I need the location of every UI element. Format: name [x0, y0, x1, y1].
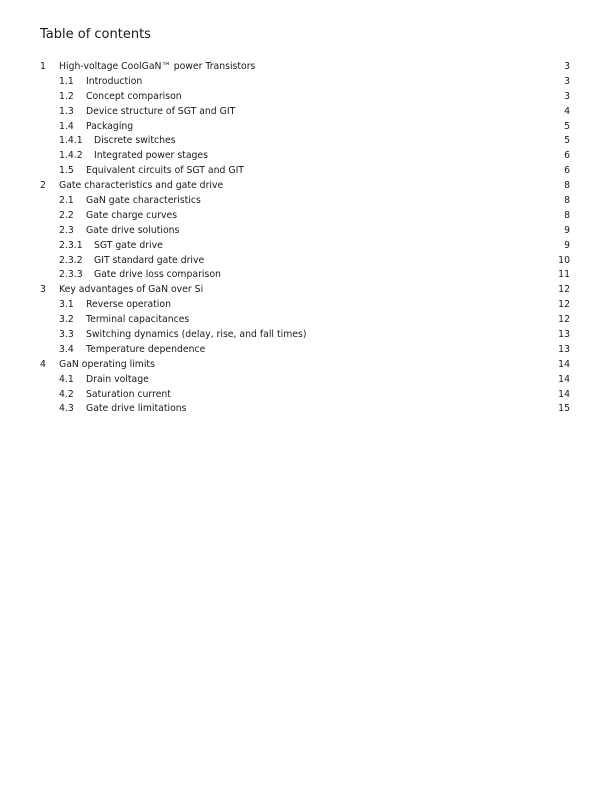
toc-entry-page-number: 15: [558, 403, 570, 415]
toc-entry-title: Packaging: [86, 120, 134, 132]
toc-entry[interactable]: [0, 60, 607, 75]
toc-entry[interactable]: [0, 149, 607, 164]
toc-entry-title: Gate drive limitations: [86, 403, 187, 415]
toc-entry-page-number: 5: [564, 120, 570, 132]
toc-entry-title: Integrated power stages: [94, 150, 208, 162]
toc-entry[interactable]: [0, 298, 607, 313]
toc-entry-page-number: 14: [558, 358, 570, 370]
toc-entry-number: 3.3: [59, 329, 74, 341]
toc-entry[interactable]: [0, 388, 607, 403]
toc-entry-number: 2.3.2: [59, 254, 83, 266]
toc-entry[interactable]: [0, 358, 607, 373]
toc-entry-page-number: 6: [564, 150, 570, 162]
toc-entry[interactable]: [0, 90, 607, 105]
toc-entry-number: 1.4: [59, 120, 74, 132]
toc-entry-title: Introduction: [86, 75, 143, 87]
toc-entry-page-number: 8: [564, 209, 570, 221]
toc-entry-page-number: 5: [564, 135, 570, 147]
toc-title: Table of contents: [40, 27, 151, 42]
toc-entry-page-number: 3: [564, 75, 570, 87]
toc-entry-page-number: 12: [558, 299, 570, 311]
toc-entry-page-number: 11: [558, 269, 570, 281]
toc-entry-number: 3: [40, 284, 46, 296]
toc-entry-page-number: 3: [564, 90, 570, 102]
toc-entry-title: Gate drive solutions: [86, 224, 180, 236]
toc-entry[interactable]: [0, 134, 607, 149]
toc-entry[interactable]: [0, 105, 607, 120]
toc-entry-title: Reverse operation: [86, 299, 171, 311]
toc-entry[interactable]: [0, 224, 607, 239]
toc-entry-number: 1.3: [59, 105, 74, 117]
toc-entry-page-number: 13: [558, 329, 570, 341]
toc-entry[interactable]: [0, 254, 607, 269]
toc-entry-title: Gate drive loss comparison: [94, 269, 221, 281]
toc-entry[interactable]: [0, 268, 607, 283]
toc-list: [0, 60, 607, 417]
toc-entry-page-number: 14: [558, 388, 570, 400]
toc-entry-page-number: 12: [558, 314, 570, 326]
toc-entry-page-number: 8: [564, 180, 570, 192]
toc-entry[interactable]: [0, 402, 607, 417]
toc-entry-title: SGT gate drive: [94, 239, 163, 251]
toc-entry-number: 3.2: [59, 314, 74, 326]
toc-entry-number: 1.4.1: [59, 135, 83, 147]
toc-entry-page-number: 3: [564, 61, 570, 72]
toc-entry[interactable]: [0, 313, 607, 328]
toc-entry[interactable]: [0, 283, 607, 298]
toc-entry-number: 1.2: [59, 90, 74, 102]
toc-entry-number: 2: [40, 180, 46, 192]
toc-entry-page-number: 12: [558, 284, 570, 296]
toc-entry-title: Gate characteristics and gate drive: [59, 180, 224, 192]
toc-entry-title: Terminal capacitances: [86, 314, 190, 326]
toc-entry[interactable]: [0, 194, 607, 209]
toc-entry-number: 4: [40, 358, 46, 370]
toc-entry-number: 1.4.2: [59, 150, 83, 162]
toc-entry[interactable]: [0, 373, 607, 388]
toc-entry-page-number: 10: [558, 254, 570, 266]
toc-entry[interactable]: [0, 239, 607, 254]
toc-entry[interactable]: [0, 328, 607, 343]
toc-entry-number: 2.3: [59, 224, 74, 236]
toc-entry-number: 4.2: [59, 388, 74, 400]
toc-entry-title: High-voltage CoolGaN™ power Transistors: [59, 61, 256, 72]
toc-entry-number: 4.1: [59, 373, 74, 385]
toc-entry-title: Device structure of SGT and GIT: [86, 105, 236, 117]
toc-entry[interactable]: [0, 209, 607, 224]
toc-entry-title: Key advantages of GaN over Si: [59, 284, 204, 296]
toc-entry[interactable]: [0, 75, 607, 90]
toc-entry-number: 3.4: [59, 343, 74, 355]
toc-entry-page-number: 9: [564, 239, 570, 251]
toc-entry-number: 1.1: [59, 75, 74, 87]
toc-entry-page-number: 13: [558, 343, 570, 355]
toc-entry-number: 2.1: [59, 195, 74, 207]
toc-entry-page-number: 14: [558, 373, 570, 385]
toc-entry[interactable]: [0, 164, 607, 179]
toc-entry-title: GaN gate characteristics: [86, 195, 201, 207]
toc-entry-title: Discrete switches: [94, 135, 176, 147]
toc-entry-title: Concept comparison: [86, 90, 182, 102]
toc-entry-page-number: 6: [564, 165, 570, 177]
toc-entry-title: Switching dynamics (delay, rise, and fall times): [86, 329, 307, 341]
toc-entry-title: Saturation current: [86, 388, 171, 400]
toc-entry-number: 1.5: [59, 165, 74, 177]
toc-entry-page-number: 9: [564, 224, 570, 236]
toc-entry[interactable]: [0, 179, 607, 194]
toc-entry-number: 2.3.3: [59, 269, 83, 281]
toc-entry-number: 3.1: [59, 299, 74, 311]
toc-entry-title: Drain voltage: [86, 373, 149, 385]
toc-entry-title: GaN operating limits: [59, 358, 155, 370]
toc-entry-number: 4.3: [59, 403, 74, 415]
toc-entry-page-number: 4: [564, 105, 570, 117]
toc-entry[interactable]: [0, 120, 607, 135]
toc-entry-page-number: 8: [564, 195, 570, 207]
toc-entry-title: Gate charge curves: [86, 209, 178, 221]
toc-entry-number: 1: [40, 61, 46, 72]
toc-entry-title: Temperature dependence: [86, 343, 206, 355]
toc-entry-title: GIT standard gate drive: [94, 254, 205, 266]
toc-entry-title: Equivalent circuits of SGT and GIT: [86, 165, 244, 177]
toc-entry-number: 2.2: [59, 209, 74, 221]
toc-entry-number: 2.3.1: [59, 239, 83, 251]
toc-entry[interactable]: [0, 343, 607, 358]
